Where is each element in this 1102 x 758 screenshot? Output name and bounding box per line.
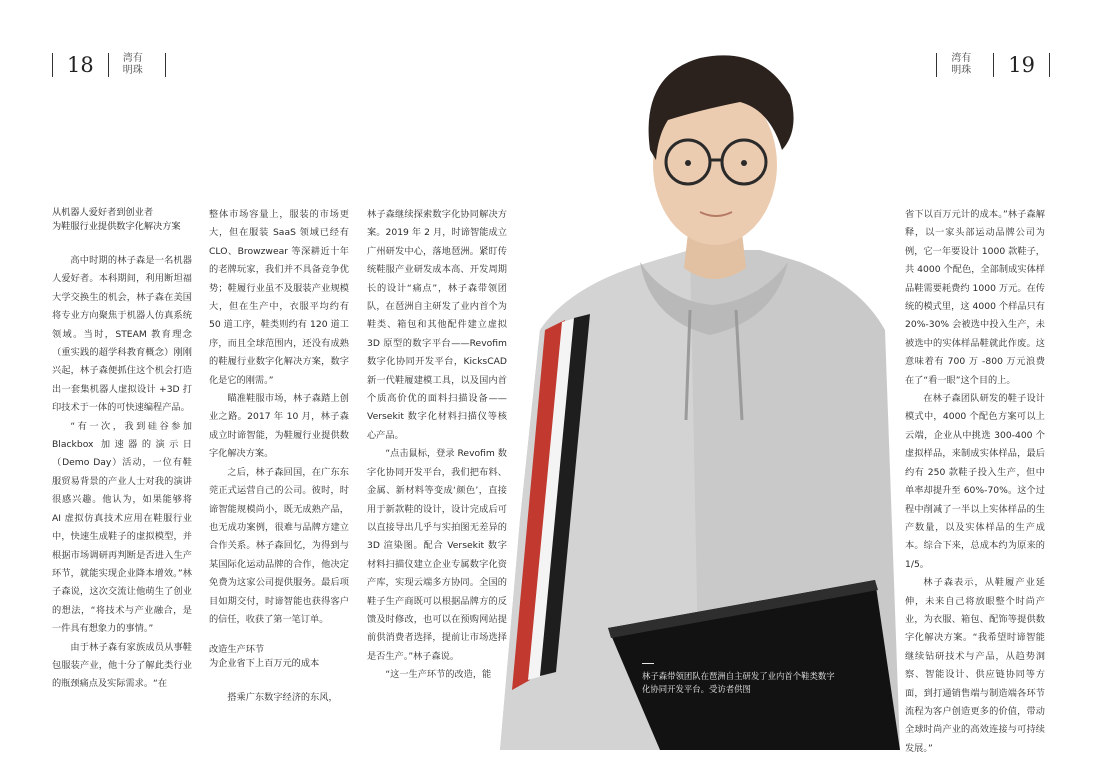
- magazine-name: 湾有 明珠: [951, 53, 972, 76]
- body-paragraph: 之后，林子森回国，在广东东莞正式运营自己的公司。彼时，时谛智能规模尚小，既无成熟产品，也无成功案例，很难与品牌方建立合作关系。林子森回忆，为得到与某国际化运动品牌的合作，他决定免费为这家公司提供服务。最后项目如期交付，时谛智能也获得客户的信任，收获了第一笔订单。: [209, 466, 349, 625]
- body-paragraph: 整体市场容量上，服装的市场更大，但在服装 SaaS 领域已经有 CLO、Browzwear 等深耕近十年的老牌玩家，我们并不具备竞争优势；鞋履行业虽不及服装产业规模大，但在生产中，衣服平均约有 50 道工序，鞋类则约有 120 道工序，而且全球范围内，还没有成熟的鞋履行业数字化解决方案，数字化是它的刚需。”: [209, 209, 349, 386]
- magazine-name: 湾有 明珠: [122, 53, 143, 76]
- left-folio: [52, 52, 166, 78]
- caption-rule: [642, 663, 654, 664]
- body-paragraph: 省下以百万元计的成本。”林子森解释，以一家头部运动品牌公司为例，它一年要设计 1000 款鞋子，共 4000 个配色，全部制成实体样品鞋需要耗费约 1000 万元。在传统的模式里，这 4000 个样品只有 20%-30% 会被选中投入生产，未被选中的实体样品鞋就此作废。这意味着有 700 万 -800 万元浪费在了“看一眼”这个目的上。: [905, 209, 1045, 386]
- body-paragraph: 在林子森团队研发的鞋子设计模式中，4000 个配色方案可以上云端，企业从中挑选 300-400 个虚拟样品，来制成实体样品，最后约有 250 款鞋子投入生产，但中单率却提升至 60%-70%。这个过程中削减了一半以上实体样品的生产数量，以及实体样品的生产成本。综合下来，总成本约为原来的 1/5。: [905, 393, 1045, 570]
- body-paragraph: 林子森表示，从鞋履产业延伸，未来自己将放眼整个时尚产业，为衣服、箱包、配饰等提供数字化解决方案。“我希望时谛智能继续钻研技术与产品，从趋势洞察、智能设计、供应链协同等方面，到打通销售端与制造端各环节流程为客户创造更多的价值，带动全球时尚产业的高效连接与可持续发展。”: [905, 577, 1045, 754]
- right-folio: [936, 52, 1050, 78]
- left-page-number: 18: [67, 53, 94, 77]
- portrait-photo: [500, 0, 900, 750]
- body-paragraph: “有一次，我到硅谷参加 Blackbox 加速器的演示日（Demo Day）活动，一位有鞋服贸易背景的产业人士对我的演讲很感兴趣。他认为，如果能够将 AI 虚拟仿真技术应用在鞋服行业中，快速生成鞋子的虚拟模型，并根据市场调研再判断是否进入生产环节，就能实现企业降本增效。”林子森说，这次交流让他萌生了创业的想法，“将技术与产业融合，是一件具有想象力的事情。”: [52, 420, 192, 635]
- body-paragraph: 高中时期的林子森是一名机器人爱好者。本科期间，利用断坦福大学交换生的机会，林子森在美国将专业方向聚焦于机器人仿真系统领域。当时，STEAM 教育理念（重实践的超学科教育概念）刚刚兴起，林子森便抓住这个机会打造出一套集机器人虚拟设计 +3D 打印技术于一体的可快速编程产品。: [52, 255, 192, 414]
- section-subhead: 改造生产环节 为企业省下上百万元的成本: [209, 644, 320, 670]
- body-paragraph: 搭乘广东数字经济的东风，: [227, 692, 338, 704]
- text-column-2: [209, 206, 349, 708]
- body-paragraph: 林子森继续探索数字化协同解决方案。2019 年 2 月，时谛智能成立广州研发中心，落地琶洲。紧盯传统鞋服产业研发成本高、开发周期长的设计“痛点”，林子森带领团队，在琶洲自主研发了业内首个为鞋类、箱包和其他配件建立虚拟 3D 原型的数字平台——Revofim 数字化协同开发平台，KicksCAD 新一代鞋履建模工具，以及国内首个质高价优的面料扫描设备——Versekit 数字化材料扫描仪等核心产品。: [367, 209, 507, 441]
- portrait-illustration: [500, 0, 900, 750]
- photo-caption: 林子森带领团队在琶洲自主研发了业内首个鞋类数字化协同开发平台。受访者供图: [642, 663, 842, 696]
- section-subhead: 从机器人爱好者到创业者 为鞋服行业提供数字化解决方案: [52, 207, 181, 232]
- body-paragraph: “这一生产环节的改造，能: [385, 669, 492, 681]
- right-page-number: 19: [1008, 53, 1035, 77]
- text-column-4: [905, 206, 1045, 758]
- folio-divider: [1049, 53, 1050, 77]
- body-paragraph: 由于林子森有家族成员从事鞋包服装产业，他十分了解此类行业的瓶颈痛点及实际需求。“在: [52, 641, 192, 690]
- text-column-1: [52, 206, 192, 694]
- body-paragraph: “点击鼠标，登录 Revofim 数字化协同开发平台，我们把布料、金属、新材料等变成‘颜色’，直接用于新款鞋的设计，设计完成后可以直接导出几乎与实拍图无差异的 3D 渲染图。配合 Versekit 数字材料扫描仪建立企业专属数字化资产库，实现云端多方协同。全国的鞋子生产商既可以根据品牌方的反馈及时修改，也可以在预购网站提前供消费者选择，提前让市场选择是否生产。”林子森说。: [367, 448, 507, 662]
- folio-divider: [165, 53, 166, 77]
- body-paragraph: 瞄准鞋服市场，林子森踏上创业之路。2017 年 10 月，林子森成立时谛智能，为鞋履行业提供数字化解决方案。: [209, 393, 349, 460]
- text-column-3: [367, 206, 507, 685]
